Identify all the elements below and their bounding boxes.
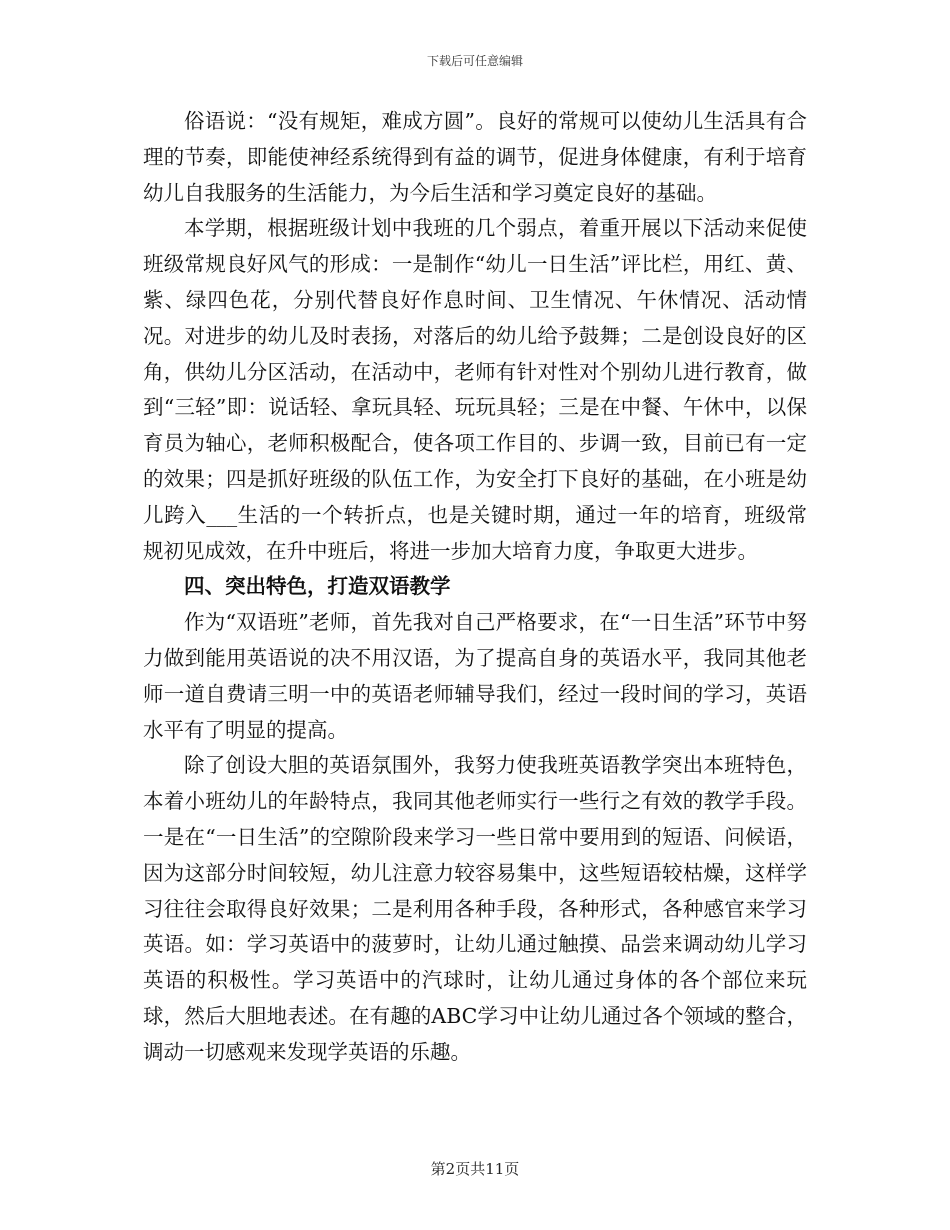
page-number: 第2页共11页: [430, 1160, 520, 1178]
section-heading-bilingual: 四、突出特色，打造双语教学: [184, 574, 451, 599]
page-header-note: 下载后可任意编辑: [426, 54, 523, 68]
document-body: [143, 104, 807, 1071]
paragraph-teacher-english: 作为“双语班”老师，首先我对自己严格要求，在“一日生活”环节中努力做到能用英语说的决不用汉语，为了提高自身的英语水平，我同其他老师一道自费请三明一中的英语老师辅导我们，经过一段时间的学习，英语水平有了明显的提高。: [143, 610, 807, 742]
paragraph-activities: 本学期，根据班级计划中我班的几个弱点，着重开展以下活动来促使班级常规良好风气的形成：一是制作“幼儿一日生活”评比栏，用红、黄、紫、绿四色花，分别代替良好作息时间、卫生情况、午休情况、活动情况。对进步的幼儿及时表扬，对落后的幼儿给予鼓舞；二是创设良好的区角，供幼儿分区活动，在活动中，老师有针对性对个别幼儿进行教育，做到“三轻”即：说话轻、拿玩具轻、玩玩具轻；三是在中餐、午休中，以保育员为轴心，老师积极配合，使各项工作目的、步调一致，目前已有一定的效果；四是抓好班级的队伍工作，为安全打下良好的基础，在小班是幼儿跨入___生活的一个转折点，也是关键时期，通过一年的培育，班级常规初见成效，在升中班后，将进一步加大培育力度，争取更大进步。: [143, 216, 807, 563]
paragraph-rules: 俗语说：“没有规矩，难成方圆”。良好的常规可以使幼儿生活具有合理的节奏，即能使神经系统得到有益的调节，促进身体健康，有利于培育幼儿自我服务的生活能力，为今后生活和学习奠定良好的基础。: [143, 109, 807, 205]
paragraph-teaching-methods: 除了创设大胆的英语氛围外，我努力使我班英语教学突出本班特色，本着小班幼儿的年龄特点，我同其他老师实行一些行之有效的教学手段。一是在“一日生活”的空隙阶段来学习一些日常中要用到的短语、问候语，因为这部分时间较短，幼儿注意力较容易集中，这些短语较枯燥，这样学习往往会取得良好效果；二是利用各种手段，各种形式，各种感官来学习英语。如：学习英语中的菠萝时，让幼儿通过触摸、品尝来调动幼儿学习英语的积极性。学习英语中的汽球时，让幼儿通过身体的各个部位来玩球，然后大胆地表述。在有趣的ABC学习中让幼儿通过各个领域的整合，调动一切感观来发现学英语的乐趣。: [143, 753, 807, 1064]
